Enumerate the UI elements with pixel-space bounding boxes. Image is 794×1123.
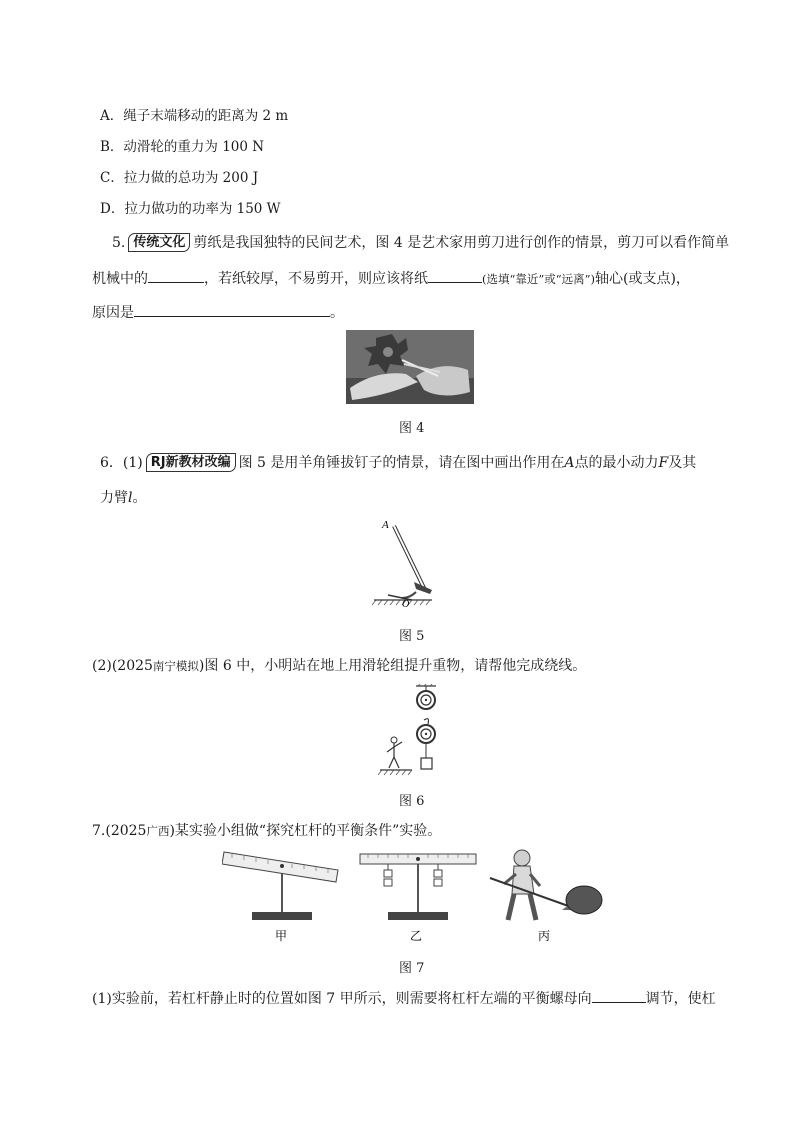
q6-note: 南宁模拟 xyxy=(152,659,199,673)
q5-text: 剪纸是我国独特的民间艺术，图 4 是艺术家用剪刀进行创作的情景，剪刀可以看作简单 xyxy=(193,235,730,251)
label-point-a: A xyxy=(382,519,389,531)
q6-text: 图 5 是用羊角锤拔钉子的情景，请在图中画出作用在 xyxy=(238,455,565,471)
option-b xyxy=(100,135,264,155)
answer-blank[interactable] xyxy=(134,302,330,317)
q6-part-2 xyxy=(92,655,586,675)
option-letter: D． xyxy=(100,201,125,217)
option-text: 动滑轮的重力为 100 N xyxy=(123,139,265,155)
q6-var: F xyxy=(658,455,669,471)
q5-text: ，若纸较厚，不易剪开，则应该将纸 xyxy=(204,271,428,287)
q5-line-2 xyxy=(92,268,690,288)
answer-blank[interactable] xyxy=(592,988,646,1003)
q6-var: l xyxy=(128,490,133,506)
q5-text: 。 xyxy=(330,305,344,321)
pulley-system-diagram[interactable] xyxy=(378,684,448,776)
tag-badge: 传统文化 xyxy=(128,233,190,252)
subfigure-label: 丙 xyxy=(538,929,551,943)
q5-line-1 xyxy=(112,232,729,253)
paper-cutting-photo xyxy=(346,330,474,404)
option-c xyxy=(100,166,258,186)
lever-balanced-panel xyxy=(360,854,476,920)
q6-text: )图 6 中，小明站在地上用滑轮组提升重物，请帮他完成绕线。 xyxy=(198,658,587,674)
question-number: 6．(1) xyxy=(100,455,143,471)
subfigure-label: 甲 xyxy=(275,929,288,943)
figure-caption: 图 5 xyxy=(399,629,425,644)
q5-line-3 xyxy=(92,302,344,322)
option-text: 拉力做功的功率为 150 W xyxy=(124,201,281,217)
lever-tilted-panel xyxy=(222,852,338,920)
q6-line-1 xyxy=(100,452,696,473)
figure-caption: 图 4 xyxy=(399,421,425,436)
option-text: 绳子末端移动的距离为 2 m xyxy=(123,108,289,124)
q5-text: 机械中的 xyxy=(92,271,148,287)
q5-note: (选填“靠近”或“远离”) xyxy=(482,272,595,286)
q7-text: 调节，使杠 xyxy=(645,991,716,1007)
question-number: 5. xyxy=(112,235,126,251)
q7-part-1 xyxy=(92,988,716,1008)
q6-text: 及其 xyxy=(668,455,697,471)
q6-text: 。 xyxy=(132,490,147,506)
q7-text: (1)实验前，若杠杆静止时的位置如图 7 甲所示，则需要将杠杆左端的平衡螺母向 xyxy=(92,991,592,1007)
option-letter: A． xyxy=(100,108,124,124)
option-a xyxy=(100,104,288,124)
lever-experiment-figure xyxy=(222,848,612,948)
option-letter: B． xyxy=(100,139,124,155)
q7-text: )某实验小组做“探究杠杆的平衡条件”实验。 xyxy=(169,823,442,839)
claw-hammer-diagram[interactable] xyxy=(370,514,434,608)
option-letter: C． xyxy=(100,170,124,186)
q7-line xyxy=(92,820,441,840)
tag-badge: RJ新教材改编 xyxy=(146,453,236,472)
q7-text: 7.(2025 xyxy=(92,823,147,839)
answer-blank[interactable] xyxy=(428,268,482,283)
q7-note: 广西 xyxy=(146,824,170,838)
q6-text: (2)(2025 xyxy=(92,658,153,674)
q5-text: 原因是 xyxy=(92,305,134,321)
option-text: 拉力做的总功为 200 J xyxy=(123,170,259,186)
option-d xyxy=(100,197,281,217)
q6-text: 力臂 xyxy=(100,490,128,506)
figure-caption: 图 7 xyxy=(399,961,425,976)
label-point-o: O xyxy=(402,599,410,608)
q6-line-2 xyxy=(100,487,146,507)
q5-text: 轴心(或支点)， xyxy=(595,271,690,287)
q6-var: A xyxy=(564,455,575,471)
figure-caption: 图 6 xyxy=(399,794,425,809)
person-lever-rock-panel xyxy=(490,850,602,920)
subfigure-label: 乙 xyxy=(410,929,423,943)
answer-blank[interactable] xyxy=(148,268,204,283)
q6-text: 点的最小动力 xyxy=(574,455,659,471)
